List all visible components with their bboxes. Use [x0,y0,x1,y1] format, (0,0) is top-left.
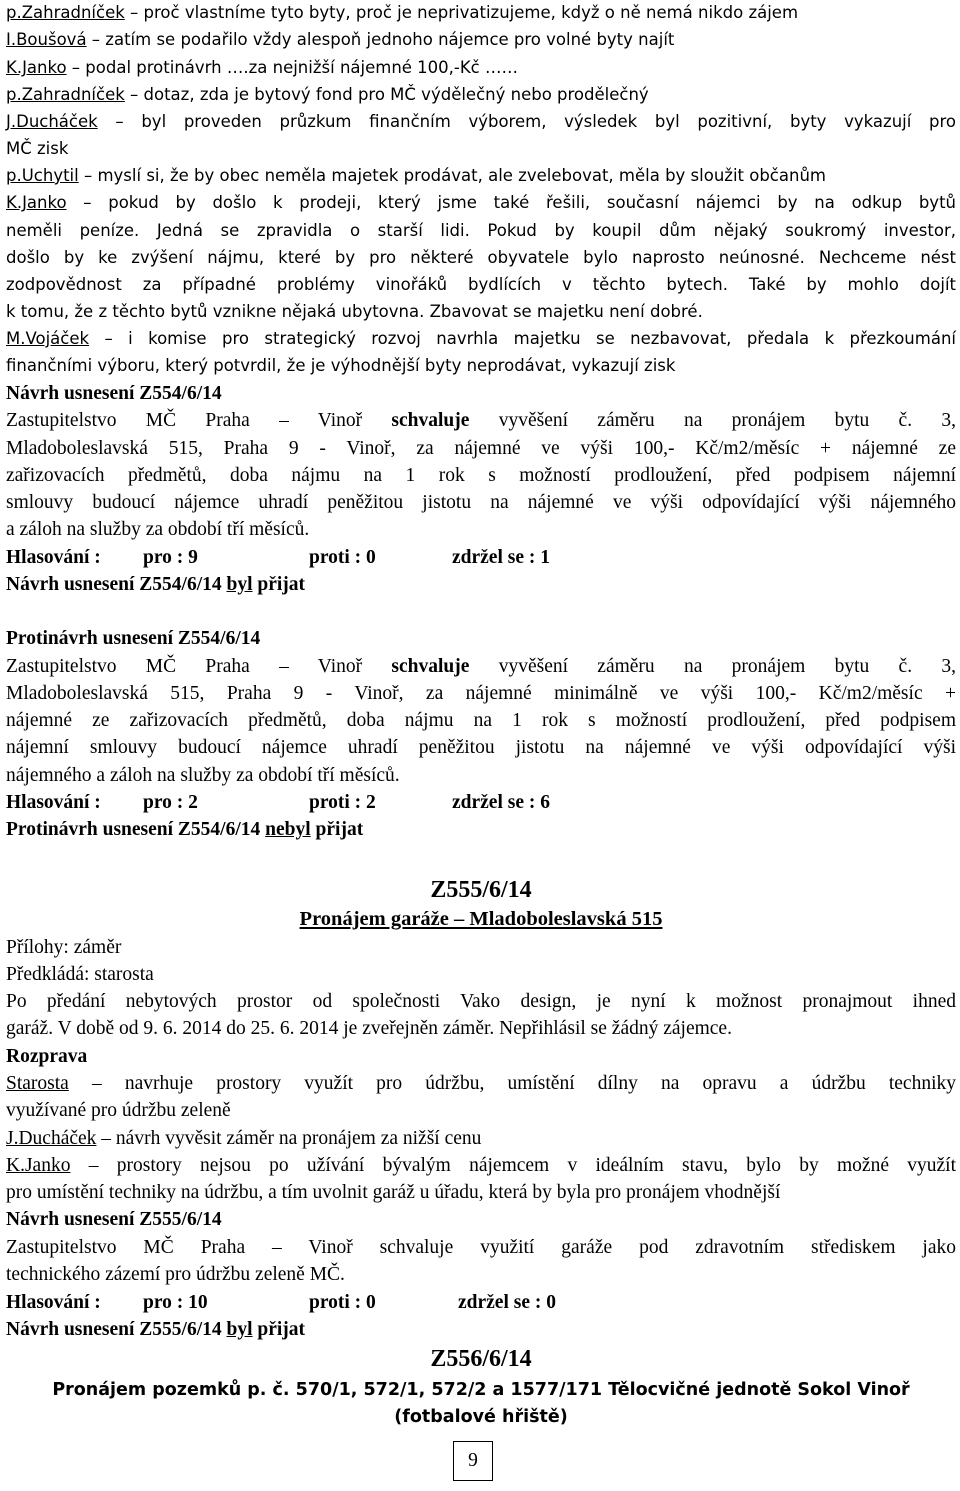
counter-heading: Protinávrh usnesení Z554/6/14 [6,628,261,649]
vote-zdrzel: zdržel se : 6 [452,792,550,813]
item-title [6,906,956,932]
motion-text [6,408,956,434]
motion-text: zařizovacích předmětů, doba nájmu na 1 rok s možností prodloužení, před podpisem nájemní [6,465,956,486]
speaker-name: p.Uchytil [6,166,79,185]
speaker-text: – byl proveden průzkum finančním výborem, výsledek byl pozitivní, byty vykazují pro [97,112,956,131]
speaker-name: K.Janko [6,58,67,77]
speaker-line-continued: pro umístění techniky na údržbu, a tím uvolnit garáž u úřadu, která by byla pro pronájem vhodnější [6,1182,781,1203]
speaker-line-continued: MČ zisk [6,139,69,158]
speaker-name: p.Zahradníček [6,85,125,104]
speaker-name: K.Janko [6,1155,71,1176]
vote-pro: pro : 9 [143,547,198,568]
speaker-line [6,1153,956,1179]
item-title-continued: (fotbalové hřiště) [394,1407,568,1427]
vote-pro: pro : 2 [143,792,198,813]
debate-heading: Rozprava [6,1046,88,1067]
speaker-text: – podal protinávrh ….za nejnižší nájemné 100,-Kč …… [66,58,519,77]
counter-text [6,654,956,680]
counter-result [6,817,363,843]
motion-result-part: přijat [252,574,306,595]
submitted-by: Předkládá: starosta [6,964,154,985]
motion-text: Mladoboleslavská 515, Praha 9 - Vinoř, za nájemné ve výši 100,- Kč/m2/měsíc + nájemné ze [6,438,956,459]
speaker-line-continued: využívané pro údržbu zeleně [6,1100,231,1121]
vote-line [6,545,956,571]
speaker-name: J.Ducháček [6,112,98,131]
speaker-name: M.Vojáček [6,329,90,348]
speaker-line [6,190,956,216]
vote-line [6,1290,956,1316]
item-description: Po předání nebytových prostor od společnosti Vako design, je nyní k možnost pronajmout ihned [6,991,956,1012]
speaker-line-continued: k tomu, že z těchto bytů vznikne nějaká ubytovna. Zbavovat se majetku není dobré. [6,302,703,321]
speaker-text: – navrhuje prostory využít pro údržbu, umístění dílny na opravu a údržbu techniky [68,1073,956,1094]
motion-text: smlouvy budoucí nájemce uhradí peněžitou jistotu na nájemné ve výši odpovídající výši nájemného [6,492,956,513]
motion-result-status: byl [226,1319,253,1340]
speaker-line [6,1126,481,1152]
speaker-line [6,1071,956,1097]
motion-result [6,572,305,598]
motion-text: technického zázemí pro údržbu zeleně MČ. [6,1264,345,1285]
speaker-line-continued: došlo by ke zvýšení nájmu, které by pro některé obyvatele bylo naprosto neúnosné. Nechceme nést [6,248,956,267]
speaker-line [6,55,518,81]
counter-text: nájemného a záloh na služby za období tří měsíců. [6,765,400,786]
motion-result [6,1317,305,1343]
vote-label: Hlasování : [6,547,101,568]
item-code: Z556/6/14 [430,1346,532,1372]
motion-verb: schvaluje [391,410,470,431]
speaker-line [6,109,956,135]
speaker-line-continued: neměli peníze. Jedná se zpravidla o starší lidi. Pokud by koupil dům nějaký soukromý investor, [6,221,956,240]
vote-proti: proti : 0 [309,547,376,568]
motion-text-part: Zastupitelstvo MČ Praha – Vinoř [6,410,392,431]
motion-text: Zastupitelstvo MČ Praha – Vinoř schvaluje využití garáže pod zdravotním střediskem jako [6,1237,956,1258]
speaker-text: – myslí si, že by obec neměla majetek prodávat, ale zvelebovat, měla by sloužit občanům [78,166,826,185]
motion-heading: Návrh usnesení Z555/6/14 [6,1209,222,1230]
speaker-name: I.Boušová [6,30,87,49]
motion-text: a záloh na služby za období tří měsíců. [6,519,310,540]
speaker-text: – zatím se podařilo vždy alespoň jednoho nájemce pro volné byty najít [86,30,675,49]
speaker-name: K.Janko [6,193,67,212]
motion-result-part: Návrh usnesení Z555/6/14 [6,1319,227,1340]
counter-text: nájemné ze zařizovacích předmětů, doba nájmu na 1 rok s možností prodloužení, před podpisem [6,710,956,731]
speaker-name: p.Zahradníček [6,3,125,22]
motion-heading: Návrh usnesení Z554/6/14 [6,383,222,404]
motion-result-part: přijat [252,1319,306,1340]
counter-text-part: vyvěšení záměru na pronájem bytu č. 3, [469,656,956,677]
item-code: Z555/6/14 [430,877,532,903]
speaker-line-continued: zodpovědnost za případné problémy vinořáků bydlících v těchto bytech. Také by mohlo dojít [6,275,956,294]
vote-pro: pro : 10 [143,1292,208,1313]
speaker-name: Starosta [6,1073,69,1094]
counter-text-part: Zastupitelstvo MČ Praha – Vinoř [6,656,392,677]
speaker-text: – návrh vyvěsit záměr na pronájem za nižší cenu [96,1128,482,1149]
speaker-text: – prostory nejsou po užívání bývalým nájemcem v ideálním stavu, bylo by možné využít [70,1155,956,1176]
attachments: Přílohy: záměr [6,937,122,958]
counter-result-part: přijat [310,819,364,840]
speaker-line [6,163,826,189]
counter-verb: schvaluje [391,656,470,677]
motion-text-part: vyvěšení záměru na pronájem bytu č. 3, [469,410,956,431]
speaker-text: – proč vlastníme tyto byty, proč je neprivatizujeme, když o ně nemá nikdo zájem [124,3,799,22]
vote-zdrzel: zdržel se : 1 [452,547,550,568]
speaker-line [6,82,649,108]
vote-label: Hlasování : [6,792,101,813]
speaker-text: – dotaz, zda je bytový fond pro MČ výdělečný nebo prodělečný [124,85,649,104]
speaker-line-continued: finančními výboru, který potvrdil, že je výhodnější byty neprodávat, vykazují zisk [6,356,676,375]
counter-result-part: Protinávrh usnesení Z554/6/14 [6,819,266,840]
item-title: Pronájem pozemků p. č. 570/1, 572/1, 572/2 a 1577/171 Tělocvičné jednotě Sokol Vinoř [52,1380,910,1400]
item-title-text: Pronájem garáže – Mladoboleslavská 515 [299,908,663,930]
speaker-line [6,27,674,53]
counter-text: Mladoboleslavská 515, Praha 9 - Vinoř, za nájemné minimálně ve výši 100,- Kč/m2/měsíc + [6,683,956,704]
speaker-name: J.Ducháček [6,1128,97,1149]
motion-result-status: byl [226,574,253,595]
speaker-text: – i komise pro strategický rozvoj navrhla majetku se nezbavovat, předala k přezkoumání [89,329,956,348]
vote-line [6,790,956,816]
speaker-line [6,326,956,352]
counter-text: nájemní smlouvy budoucí nájemce uhradí peněžitou jistotu na nájemné ve výši odpovídající výši [6,737,956,758]
page-number: 9 [453,1441,493,1481]
vote-label: Hlasování : [6,1292,101,1313]
vote-zdrzel: zdržel se : 0 [458,1292,556,1313]
item-description: garáž. V době od 9. 6. 2014 do 25. 6. 2014 je zveřejněn záměr. Nepřihlásil se žádný zájemce. [6,1018,732,1039]
speaker-line [6,0,798,26]
motion-result-part: Návrh usnesení Z554/6/14 [6,574,227,595]
vote-proti: proti : 2 [309,792,376,813]
counter-result-status: nebyl [265,819,311,840]
speaker-text: – pokud by došlo k prodeji, který jsme také řešili, současní nájemci by na odkup bytů [66,193,956,212]
vote-proti: proti : 0 [309,1292,376,1313]
